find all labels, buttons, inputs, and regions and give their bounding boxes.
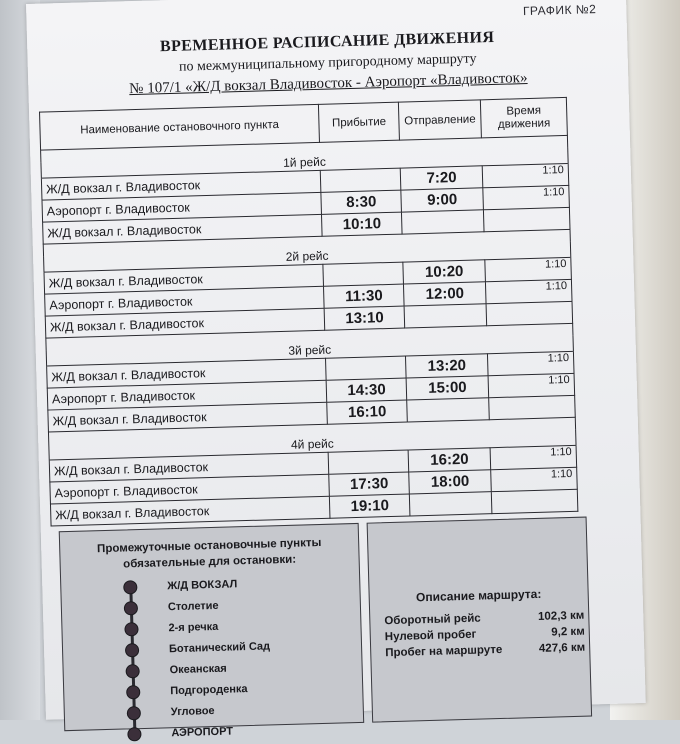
stop-name: Аэропорт г. Владивосток [50, 474, 330, 504]
intermediate-heading-line2: обязательные для остановки: [123, 553, 297, 571]
description-label: Оборотный рейс [384, 612, 481, 628]
stop-dot-icon [124, 622, 138, 636]
list-item [124, 620, 218, 637]
departure-time: 16:20 [408, 448, 491, 472]
route-name: № 107/1 «Ж/Д вокзал Владивосток - Аэропорт «Владивосток» [128, 70, 528, 98]
travel-duration [484, 207, 571, 231]
arrival-time: 14:30 [326, 378, 407, 402]
trip-label: 4й рейс [49, 429, 576, 460]
description-value: 427,6 км [538, 641, 586, 655]
arrival-time [320, 168, 401, 192]
stop-name: Ж/Д вокзал г. Владивосток [47, 358, 327, 388]
intermediate-stops-heading [60, 534, 359, 574]
travel-duration: 1:10 [483, 185, 570, 209]
route-description-title: Описание маршрута: [415, 586, 542, 605]
departure-time [402, 210, 485, 234]
stop-name: Аэропорт г. Владивосток [42, 192, 322, 222]
intermediate-stop-name: Ж/Д ВОКЗАЛ [167, 578, 238, 593]
departure-time: 13:20 [406, 354, 489, 378]
travel-duration [489, 395, 576, 419]
departure-time: 10:20 [403, 260, 486, 284]
departure-time [409, 492, 492, 516]
document-title: ВРЕМЕННОЕ РАСПИСАНИЕ ДВИЖЕНИЯ [159, 28, 495, 56]
intermediate-stop-name: АЭРОПОРТ [171, 725, 234, 740]
stop-name: Ж/Д вокзал г. Владивосток [48, 402, 328, 432]
travel-duration: 1:10 [488, 351, 575, 375]
stop-dot-icon [123, 580, 137, 594]
list-item [123, 577, 237, 594]
stop-name: Ж/Д вокзал г. Владивосток [43, 214, 323, 244]
list-item [127, 725, 233, 742]
departure-time: 15:00 [406, 376, 489, 400]
list-item [127, 704, 215, 720]
description-row [385, 642, 585, 660]
trip-label: 1й рейс [41, 147, 568, 178]
column-header-stop: Наименование остановочного пункта [40, 104, 320, 150]
travel-duration: 1:10 [488, 373, 575, 397]
departure-time: 7:20 [400, 166, 483, 190]
stop-dot-icon [127, 706, 141, 720]
stop-dot-icon [125, 664, 139, 678]
list-item [125, 662, 226, 679]
intermediate-heading-line1: Промежуточные остановочные пункты [96, 536, 322, 556]
arrival-time [326, 356, 407, 380]
departure-time: 9:00 [401, 188, 484, 212]
column-header-departure: Отправление [398, 100, 481, 140]
stop-dot-icon [126, 685, 140, 699]
schedule-table [39, 97, 578, 527]
intermediate-stop-name: Угловое [170, 705, 215, 719]
travel-duration: 1:10 [486, 279, 573, 303]
description-label: Нулевой пробег [384, 628, 477, 644]
arrival-time: 13:10 [324, 306, 405, 330]
travel-duration: 1:10 [485, 257, 572, 281]
trip-label: 2й рейс [44, 241, 571, 272]
stop-name: Ж/Д вокзал г. Владивосток [50, 496, 330, 526]
list-item [125, 639, 270, 657]
departure-time: 12:00 [404, 282, 487, 306]
departure-time [407, 398, 490, 422]
arrival-time: 11:30 [324, 284, 405, 308]
arrival-time [323, 262, 404, 286]
intermediate-stops-panel [59, 523, 364, 740]
arrival-time: 8:30 [321, 190, 402, 214]
description-row [385, 626, 585, 644]
stop-dot-icon [124, 601, 138, 615]
stop-name: Ж/Д вокзал г. Владивосток [44, 264, 324, 294]
arrival-time: 19:10 [330, 494, 411, 518]
travel-duration: 1:10 [491, 467, 578, 491]
column-header-arrival: Прибытие [319, 102, 400, 142]
list-item [126, 682, 248, 699]
intermediate-stop-name: Океанская [169, 662, 227, 677]
description-value: 9,2 км [551, 625, 585, 639]
arrival-time [328, 450, 409, 474]
stop-name: Ж/Д вокзал г. Владивосток [45, 308, 325, 338]
schedule-body [41, 135, 578, 526]
stop-name: Ж/Д вокзал г. Владивосток [41, 170, 321, 200]
route-description-panel [367, 517, 592, 723]
arrival-time: 17:30 [329, 472, 410, 496]
intermediate-stop-name: Столетие [167, 599, 219, 614]
stop-dot-icon [125, 643, 139, 657]
travel-duration: 1:10 [490, 445, 577, 469]
travel-duration: 1:10 [482, 163, 569, 187]
travel-duration [486, 301, 573, 325]
intermediate-stop-name: 2-я речка [168, 620, 219, 635]
departure-time [404, 304, 487, 328]
intermediate-stop-name: Подгороденка [170, 683, 248, 698]
stop-dot-icon [127, 727, 141, 741]
travel-duration [491, 489, 578, 513]
stop-name: Аэропорт г. Владивосток [45, 286, 325, 316]
schedule-number: ГРАФИК №2 [522, 2, 597, 19]
stop-name: Ж/Д вокзал г. Владивосток [49, 452, 329, 482]
stop-name: Аэропорт г. Владивосток [47, 380, 327, 410]
trip-label: 3й рейс [46, 335, 573, 366]
arrival-time: 10:10 [322, 212, 403, 236]
description-value: 102,3 км [537, 609, 585, 623]
schedule-sheet [26, 0, 646, 740]
arrival-time: 16:10 [327, 400, 408, 424]
description-label: Пробег на маршруте [385, 643, 503, 660]
list-item [124, 599, 219, 616]
description-row [384, 610, 584, 628]
column-header-duration: Время движения [480, 97, 567, 137]
departure-time: 18:00 [409, 470, 492, 494]
intermediate-stop-name: Ботанический Сад [168, 640, 271, 656]
document-subtitle: по межмуниципальному пригородному маршруту [178, 51, 477, 75]
